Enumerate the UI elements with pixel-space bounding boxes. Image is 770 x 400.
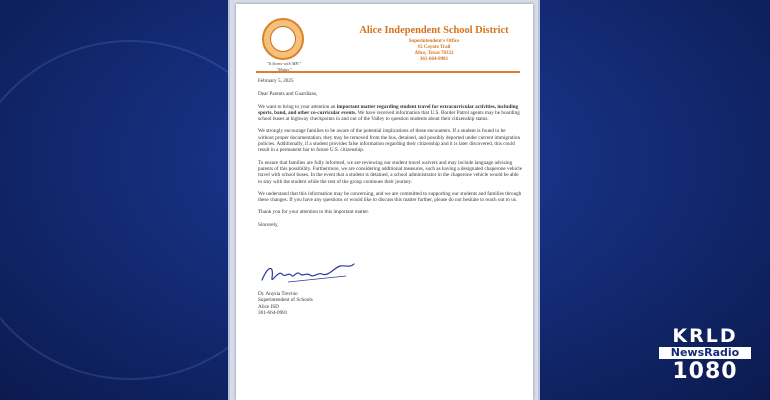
station-logo: KRLD NewsRadio 1080	[655, 326, 755, 392]
letter-date: February 5, 2025	[258, 78, 294, 84]
signer-name: Dr. Anysia Trevino	[258, 291, 298, 297]
letterhead-divider	[256, 71, 520, 73]
letter-salutation: Dear Parents and Guardians,	[258, 91, 318, 98]
letter-body	[258, 78, 522, 234]
letter-page	[236, 4, 533, 400]
signer-org: Alice ISD	[258, 303, 279, 310]
letter-paragraph-5: Thank you for your attention to this important matter.	[258, 209, 370, 216]
signer-title: Superintendent of Schools	[258, 297, 313, 304]
district-seal-icon	[262, 18, 304, 60]
letter-paragraph-4: We understand that this information may be concerning, and we are committed to supporting our students and families through these changes. If you have any questions or would like to discuss this matter further, please do not hesitate to reach out to us.	[258, 190, 522, 204]
signature-icon	[258, 260, 358, 288]
letter-paragraph-1: We want to bring to your attention an important matter regarding student travel for extracurricular activities, including sports, band, and other co-curricular events. We have received information that U.S. Border Patrol agents may be boarding school buses at highway checkpoints in and out of the Valley to question students about their citizenship status.	[258, 103, 520, 123]
office-address: Superintendent's Office #2 Coyote Trail Alice, Texas 78332 361-664-0981	[408, 39, 460, 62]
letter-paragraph-2: We strongly encourage families to be aware of the potential implications of these encounters. If a student is found to be without proper documentation, they may be removed from the bus, detained, and possibly deported under current immigration policies. Additionally, if a student provides false information regarding their citizenship and it is later discovered, this could result in a permanent bar to future U.S. citizenship.	[258, 128, 521, 154]
signer-block	[258, 291, 458, 316]
district-name: Alice Independent School District	[359, 25, 509, 36]
signer-phone: 361-664-0981	[258, 309, 288, 316]
district-motto: "It Starts with ME!" "Matter"	[266, 61, 302, 72]
letter-paragraph-3: To ensure that families are fully informed, we are reviewing our student travel waivers and may include language advising parents of this possibility. Furthermore, we are considering additional measures, such as having a designated chaperone vehicle travel with school buses. In the event that a student is detained, a school administrator in the chaperone vehicle would be able to stay with the student while the rest of the group continues their journey.	[258, 159, 523, 185]
letter-closing: Sincerely,	[258, 221, 279, 228]
